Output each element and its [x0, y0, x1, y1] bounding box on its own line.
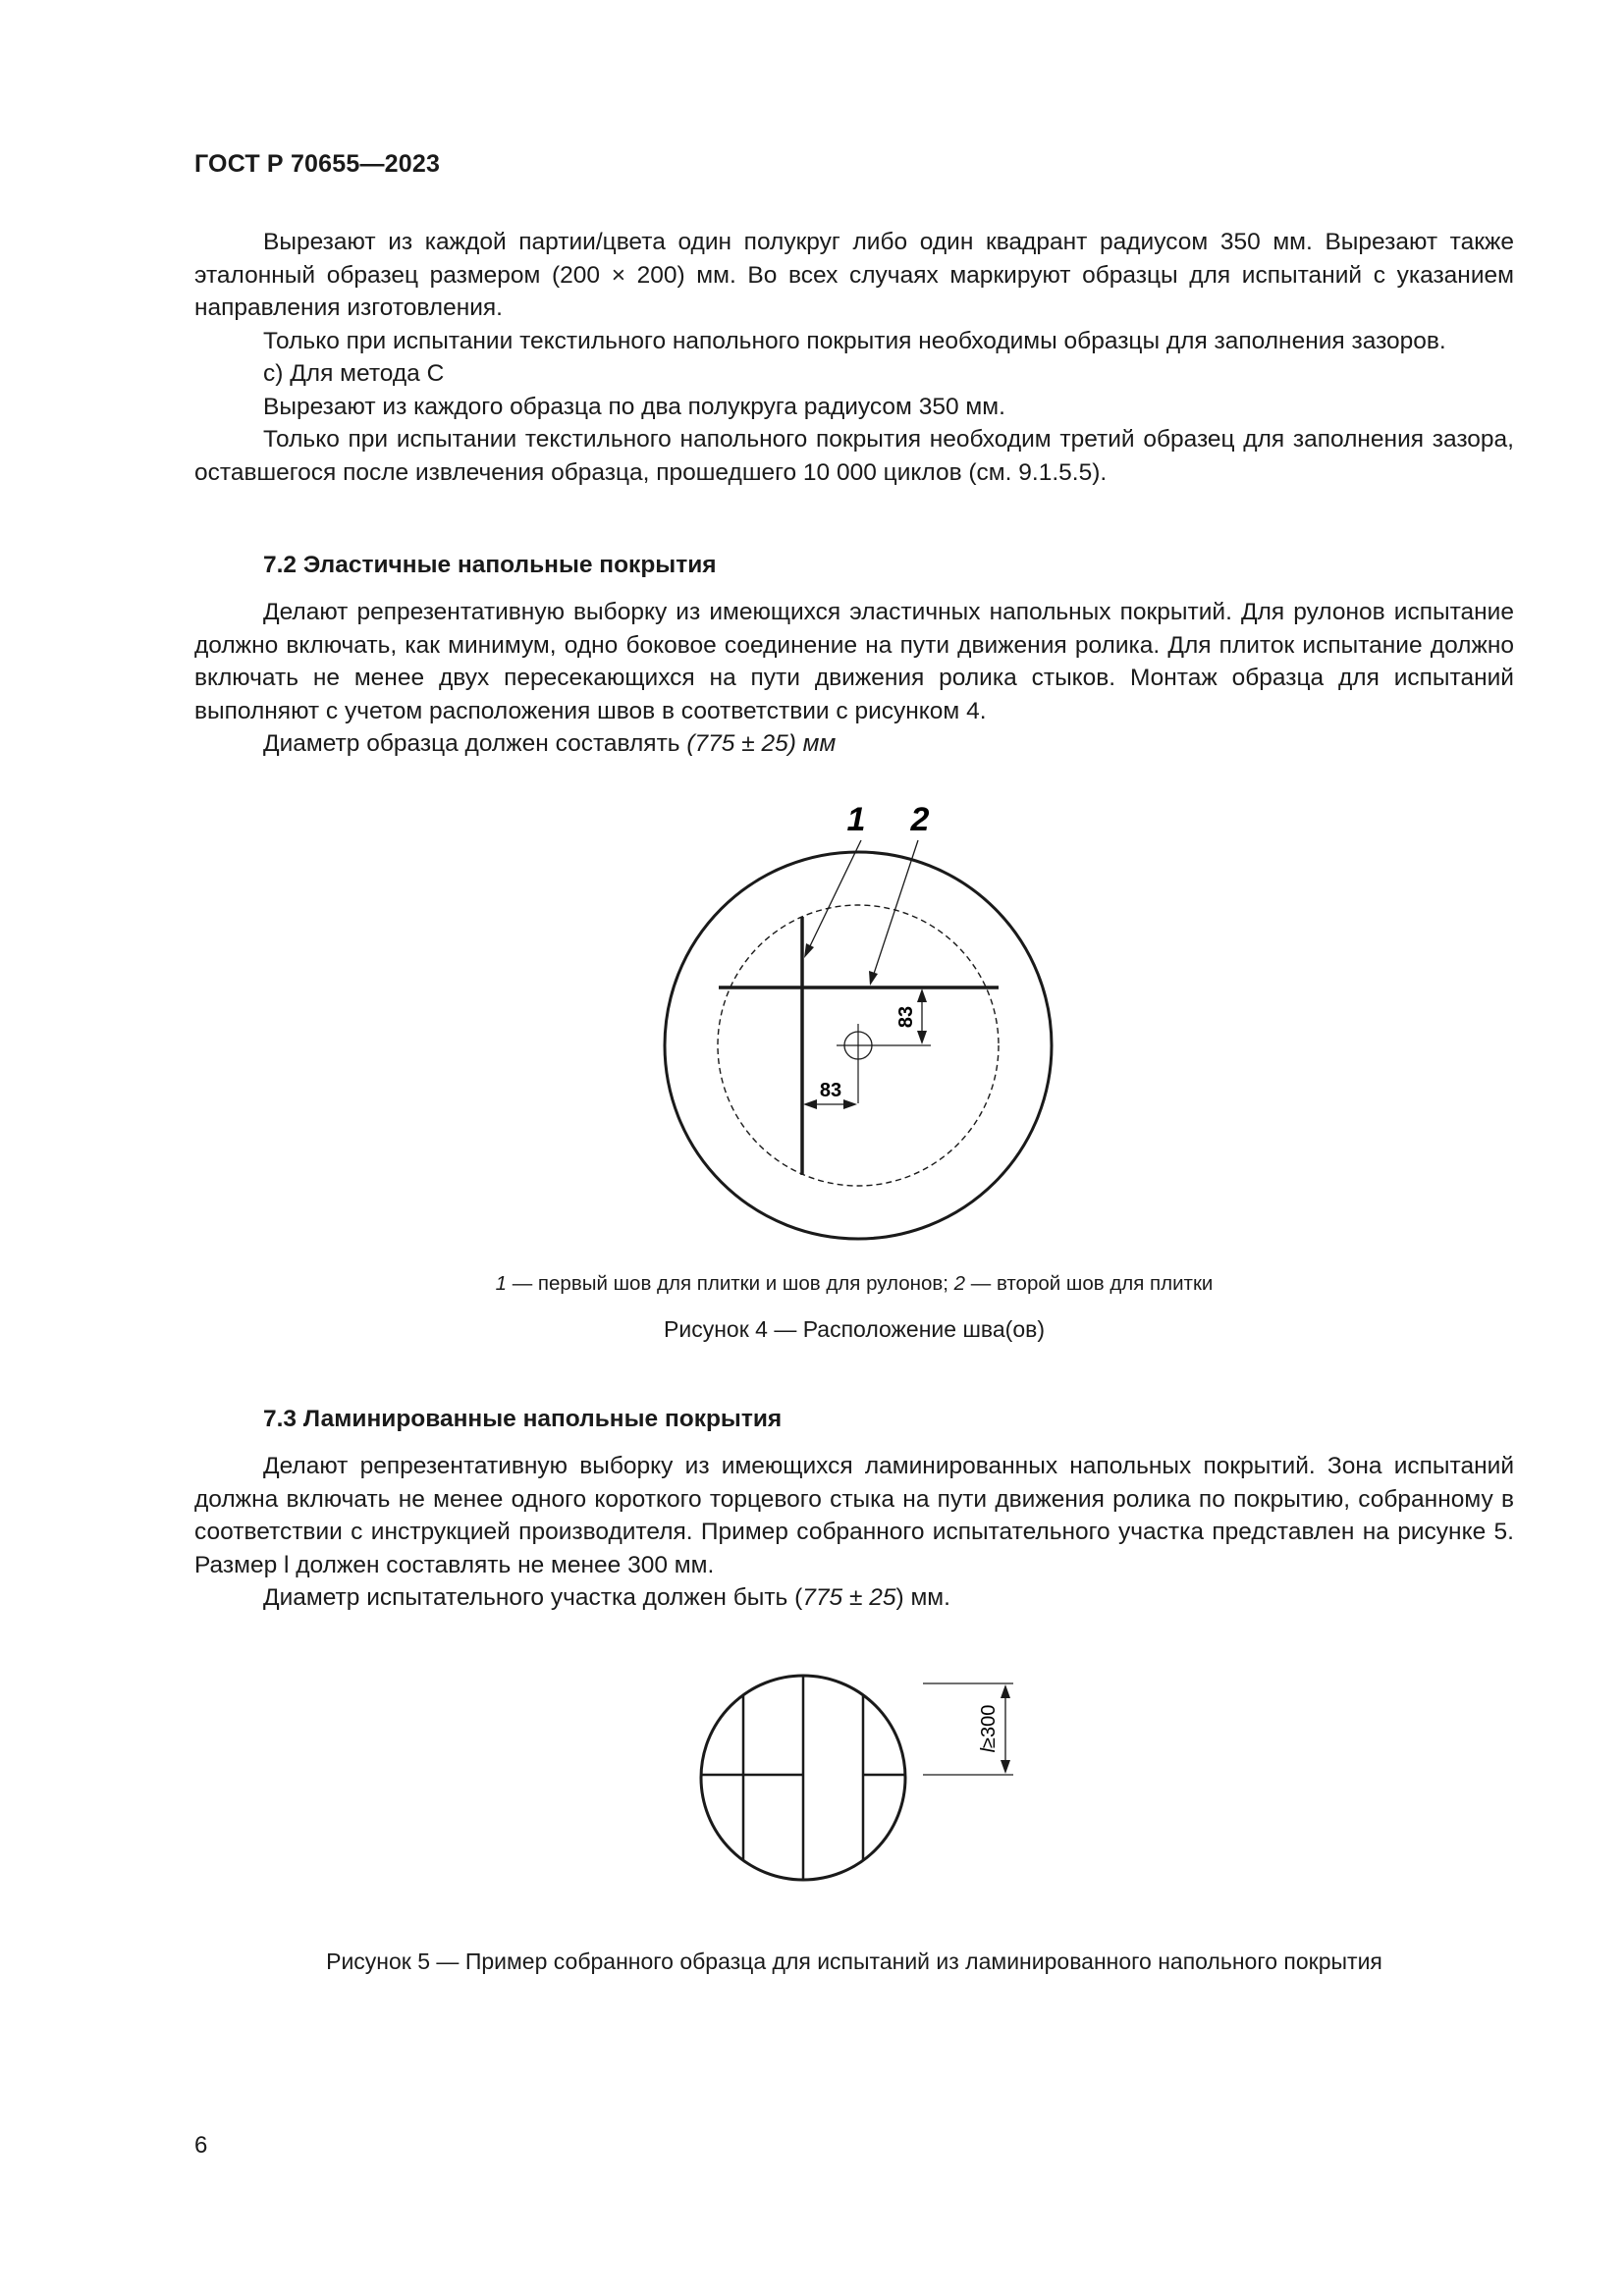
diameter-text: Диаметр испытательного участка должен быть (: [263, 1584, 803, 1611]
dim-l-label: [978, 1705, 1000, 1753]
legend-text-1: — первый шов для плитки и шов для рулонов;: [507, 1272, 954, 1295]
figure-5-caption: Рисунок 5 — Пример собранного образца для испытаний из ламинированного напольного покрытия: [326, 1949, 1382, 1974]
legend-num-1: 1: [495, 1272, 508, 1295]
dim-l-letter: l: [978, 1747, 1000, 1753]
figure-4-label-1: 1: [846, 801, 866, 838]
diameter-value: 775 ± 25: [802, 1584, 896, 1611]
dim-vertical-label: 83: [895, 1005, 917, 1029]
section-heading-7-2: 7.2 Эластичные напольные покрытия: [263, 552, 717, 578]
paragraph: Только при испытании текстильного напольного покрытия необходим третий образец для заполнения зазора, оставшегося после извлечения образца, прошедшего 10 000 циклов (см. 9.1.5.5).: [194, 426, 1514, 486]
section-heading-7-3: 7.3 Ламинированные напольные покрытия: [263, 1406, 783, 1432]
list-item-method-c: с) Для метода С: [263, 360, 445, 387]
dim-l-value: ≥300: [978, 1704, 1000, 1748]
diameter-text: Диаметр образца должен составлять: [263, 730, 687, 757]
page-number: 6: [194, 2132, 208, 2159]
diameter-suffix: ) мм.: [895, 1584, 950, 1611]
paragraph: Делают репрезентативную выборку из имеющихся эластичных напольных покрытий. Для рулонов испытание должно включать, как минимум, одно боковое соединение на пути движения ролика. Для плиток испытание должно включать не менее двух пересекающихся на пути движения ролика стыков. Монтаж образца для испытаний выполняют с учетом расположения швов в соответствии с рисунком 4.: [194, 599, 1514, 724]
legend-text-2: — второй шов для плитки: [965, 1272, 1214, 1295]
paragraph: Делают репрезентативную выборку из имеющихся ламинированных напольных покрытий. Зона испытаний должна включать не менее одного короткого торцевого стыка на пути движения ролика по покрытию, собранному в соответствии с инструкцией производителя. Пример собранного испытательного участка представлен на рисунке 5. Размер l должен составлять не менее 300 мм.: [194, 1453, 1514, 1578]
paragraph: Только при испытании текстильного напольного покрытия необходимы образцы для заполнения зазоров.: [263, 327, 1446, 354]
figure-4-label-2: 2: [910, 801, 930, 838]
paragraph: Вырезают из каждой партии/цвета один полукруг либо один квадрант радиусом 350 мм. Вырезают также эталонный образец размером (200 × 200) мм. Во всех случаях маркируют образцы для испытаний с указанием направления изготовления.: [194, 229, 1514, 321]
diameter-value: (775 ± 25) мм: [686, 730, 837, 757]
dim-l-arrow-bottom: [1001, 1760, 1010, 1774]
paragraph: Вырезают из каждого образца по два полукруга радиусом 350 мм.: [263, 393, 1005, 420]
legend-num-2: 2: [953, 1272, 966, 1295]
document-header: ГОСТ Р 70655—2023: [194, 150, 441, 178]
dim-horizontal-label: 83: [819, 1080, 842, 1101]
dim-l-arrow-top: [1001, 1684, 1010, 1698]
figure-4-caption: Рисунок 4 — Расположение шва(ов): [664, 1316, 1045, 1342]
